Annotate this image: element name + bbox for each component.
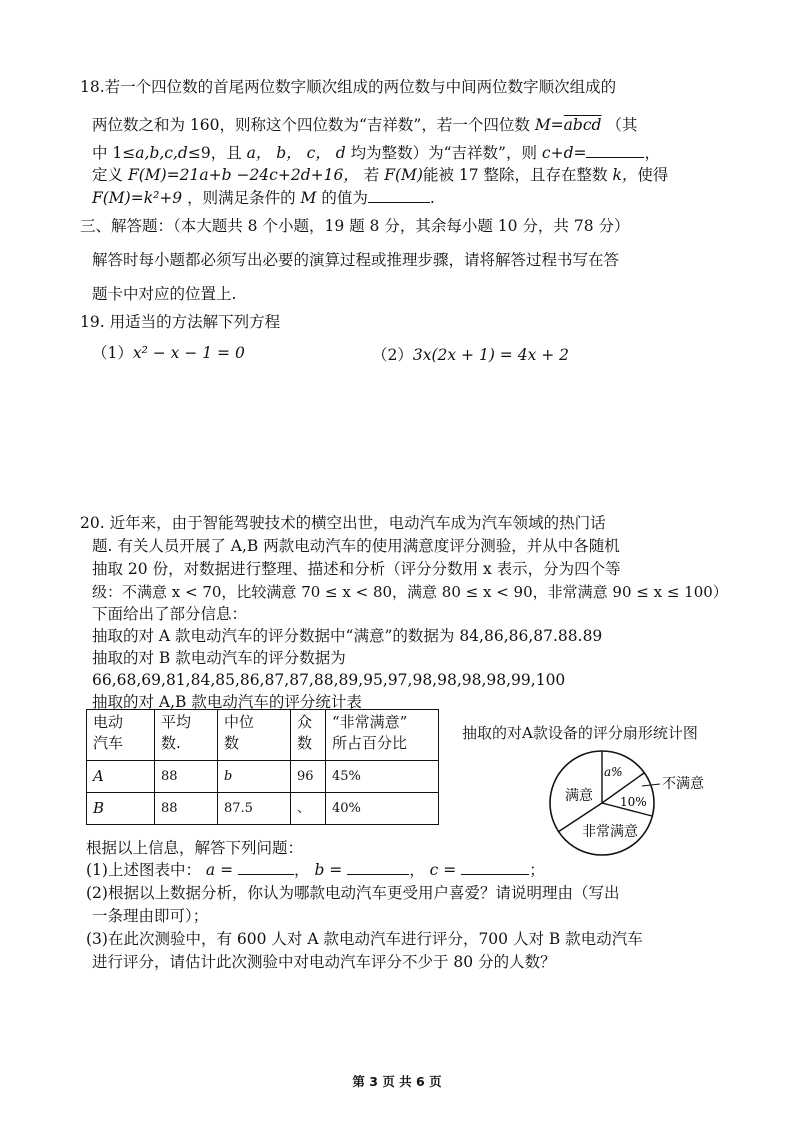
pie-label-a: a% — [604, 765, 623, 779]
table-row — [87, 761, 439, 793]
table-cell: 87.5 — [218, 793, 291, 825]
table-cell: b — [218, 761, 291, 793]
q18-line3-d: 均为整数）为“吉祥数”，则 — [350, 144, 537, 162]
q18-line2-b: （其 — [606, 116, 638, 134]
table-cell: 40% — [326, 793, 439, 825]
q18-line3-c: a， b， c， d — [241, 144, 351, 162]
table-cell: A — [87, 761, 155, 793]
table-header-cell: 电动 汽车 — [87, 710, 155, 761]
q18-line2-m: M= — [534, 116, 564, 134]
q20-sub1-c-eq: = — [438, 861, 462, 879]
q18-line2-a: 两位数之和为 160，则称这个四位数为“吉祥数”，若一个四位数 — [92, 116, 530, 134]
pie-chart-title: 抽取的对A款设备的评分扇形统计图 — [462, 724, 698, 742]
q20-sub1-a-var: a — [205, 861, 216, 879]
q20-sub2-line2: 一条理由即可）； — [92, 907, 209, 925]
q18-line4-c: 若 — [358, 166, 380, 184]
q18-line4-d: F(M) — [379, 166, 423, 184]
q20-sub3-line1: (3)在此次测验中，有 600 人对 A 款电动汽车进行评分，700 人对 B 款电动汽车 — [86, 930, 643, 948]
q18-blank-cd[interactable] — [586, 143, 644, 158]
q20-line1: 20. 近年来，由于智能驾驶技术的横空出世，电动汽车成为汽车领域的热门话 — [80, 514, 606, 532]
q18-line5-b: ，则满足条件的 — [182, 189, 296, 207]
table-cell: 45% — [326, 761, 439, 793]
q18-line2-abcd: abcd — [563, 116, 602, 134]
q20-line9: 抽取的对 A,B 款电动汽车的评分统计表 — [92, 693, 362, 711]
q18-line4-k: k， — [607, 166, 638, 184]
q18-line5-c: 的值为 — [321, 189, 368, 207]
table-row — [87, 793, 439, 825]
section3-note1: 解答时每小题都必须写出必要的演算过程或推理步骤，请将解答过程书写在答 — [92, 251, 620, 269]
q18-line4-a: 定义 — [92, 166, 124, 184]
table-cell: 88 — [155, 761, 218, 793]
q20-blank-c[interactable] — [461, 860, 529, 875]
table-header-cell: “非常满意” 所占百分比 — [326, 710, 439, 761]
table-cell: 96 — [291, 761, 326, 793]
q18-line3: 中 1≤a,b,c,d≤9，且 a， b， c， d 均为整数）为“吉祥数”，则 c+d= ， — [92, 144, 660, 162]
pie-label-unsatisfied: 不满意 — [662, 776, 704, 792]
section3-note2: 题卡中对应的位置上. — [92, 285, 237, 303]
table-header-row — [87, 710, 439, 761]
section3-title: 三、解答题：（本大题共 8 个小题，19 题 8 分，其余每小题 10 分，共 78 分） — [80, 217, 630, 235]
table-cell: 、 — [291, 793, 326, 825]
q20-blank-b[interactable] — [347, 860, 409, 875]
q19-part1-eq: x² − x − 1 = 0 — [132, 344, 245, 362]
stats-table — [86, 709, 439, 825]
pie-label-very-satisfied: 非常满意 — [582, 824, 638, 840]
page-footer: 第 3 页 共 6 页 — [352, 1074, 442, 1089]
q18-line5-m: M — [295, 189, 322, 207]
q18-blank-m[interactable] — [368, 188, 430, 203]
q19-part1 — [92, 343, 245, 363]
q20-line8: 66,68,69,81,84,85,86,87,87,88,89,95,97,98,98,98,98,99,100 — [92, 671, 566, 689]
q18-line4-b: 21a+b −24c+2d+16， — [179, 166, 359, 184]
q20-sub2-line1: (2)根据以上数据分析，你认为哪款电动汽车更受用户喜爱？请说明理由（写出 — [86, 884, 620, 902]
q18-line4-g: 使得 — [637, 166, 669, 184]
table-cell: 88 — [155, 793, 218, 825]
q20-sub1-c-var: c — [429, 861, 439, 879]
q18-line5-a: F(M)=k²+9 — [92, 189, 183, 207]
table-header-cell: 众 数 — [291, 710, 326, 761]
pie-label-satisfied: 满意 — [565, 788, 593, 804]
table-header-cell: 平均 数. — [155, 710, 218, 761]
pie-label-10: 10% — [620, 795, 647, 809]
q20-line2: 题. 有关人员开展了 A,B 两款电动汽车的使用满意度评分测验，并从中各随机 — [92, 537, 620, 555]
q19-part2-label: （2） — [372, 346, 413, 364]
q18-line4-e: 能被 17 整除，且存在整数 — [422, 166, 608, 184]
q18-line4-f: F(M)= — [123, 166, 180, 184]
q20-line7: 抽取的对 B 款电动汽车的评分数据为 — [92, 649, 346, 667]
q20-line3: 抽取 20 份，对数据进行整理、描述和分析（评分分数用 x 表示，分为四个等 — [92, 560, 621, 578]
q18-line1: 18.若一个四位数的首尾两位数字顺次组成的两位数与中间两位数字顺次组成的 — [80, 78, 617, 96]
q19-part2 — [372, 345, 569, 365]
q18-line3-b: ≤9，且 — [187, 144, 242, 162]
table-header-cell: 中位 数 — [218, 710, 291, 761]
q20-sub1-label: (1)上述图表中： — [86, 861, 201, 879]
q18-line4 — [92, 165, 668, 185]
q20-line5: 下面给出了部分信息： — [92, 605, 248, 623]
q19-title: 19. 用适当的方法解下列方程 — [80, 313, 281, 331]
table-cell: B — [87, 793, 155, 825]
q20-blank-a[interactable] — [238, 860, 294, 875]
q18-line3-a: 中 1≤ — [92, 144, 136, 162]
q18-line2 — [92, 115, 637, 135]
q20-after-table: 根据以上信息，解答下列问题： — [86, 839, 304, 857]
q20-sub1-a-eq: = — [215, 861, 238, 879]
q20-sub3-line2: 进行评分，请估计此次测验中对电动汽车评分不少于 80 分的人数？ — [92, 953, 556, 971]
q19-part2-eq: 3x(2x + 1) = 4x + 2 — [412, 346, 570, 364]
q20-sub1-b-eq: = — [324, 861, 348, 879]
q18-line3-e: c+d= — [536, 144, 587, 162]
q18-line3-vars: a,b,c,d — [135, 144, 188, 162]
q20-sub1-b-var: b — [314, 861, 325, 879]
q19-part1-label: （1） — [92, 344, 133, 362]
pie-chart — [540, 748, 720, 858]
q18-line5: F(M)=k²+9 ，则满足条件的 M 的值为 . — [92, 189, 435, 207]
q20-sub1: (1)上述图表中： a = ， b = ， c = ； — [86, 861, 545, 879]
q20-line4: 级：不满意 x < 70，比较满意 70 ≤ x < 80，满意 80 ≤ x < 90，非常满意 90 ≤ x ≤ 100） — [92, 583, 728, 601]
q20-line6: 抽取的对 A 款电动汽车的评分数据中“满意”的数据为 84,86,86,87.88.89 — [92, 627, 603, 645]
